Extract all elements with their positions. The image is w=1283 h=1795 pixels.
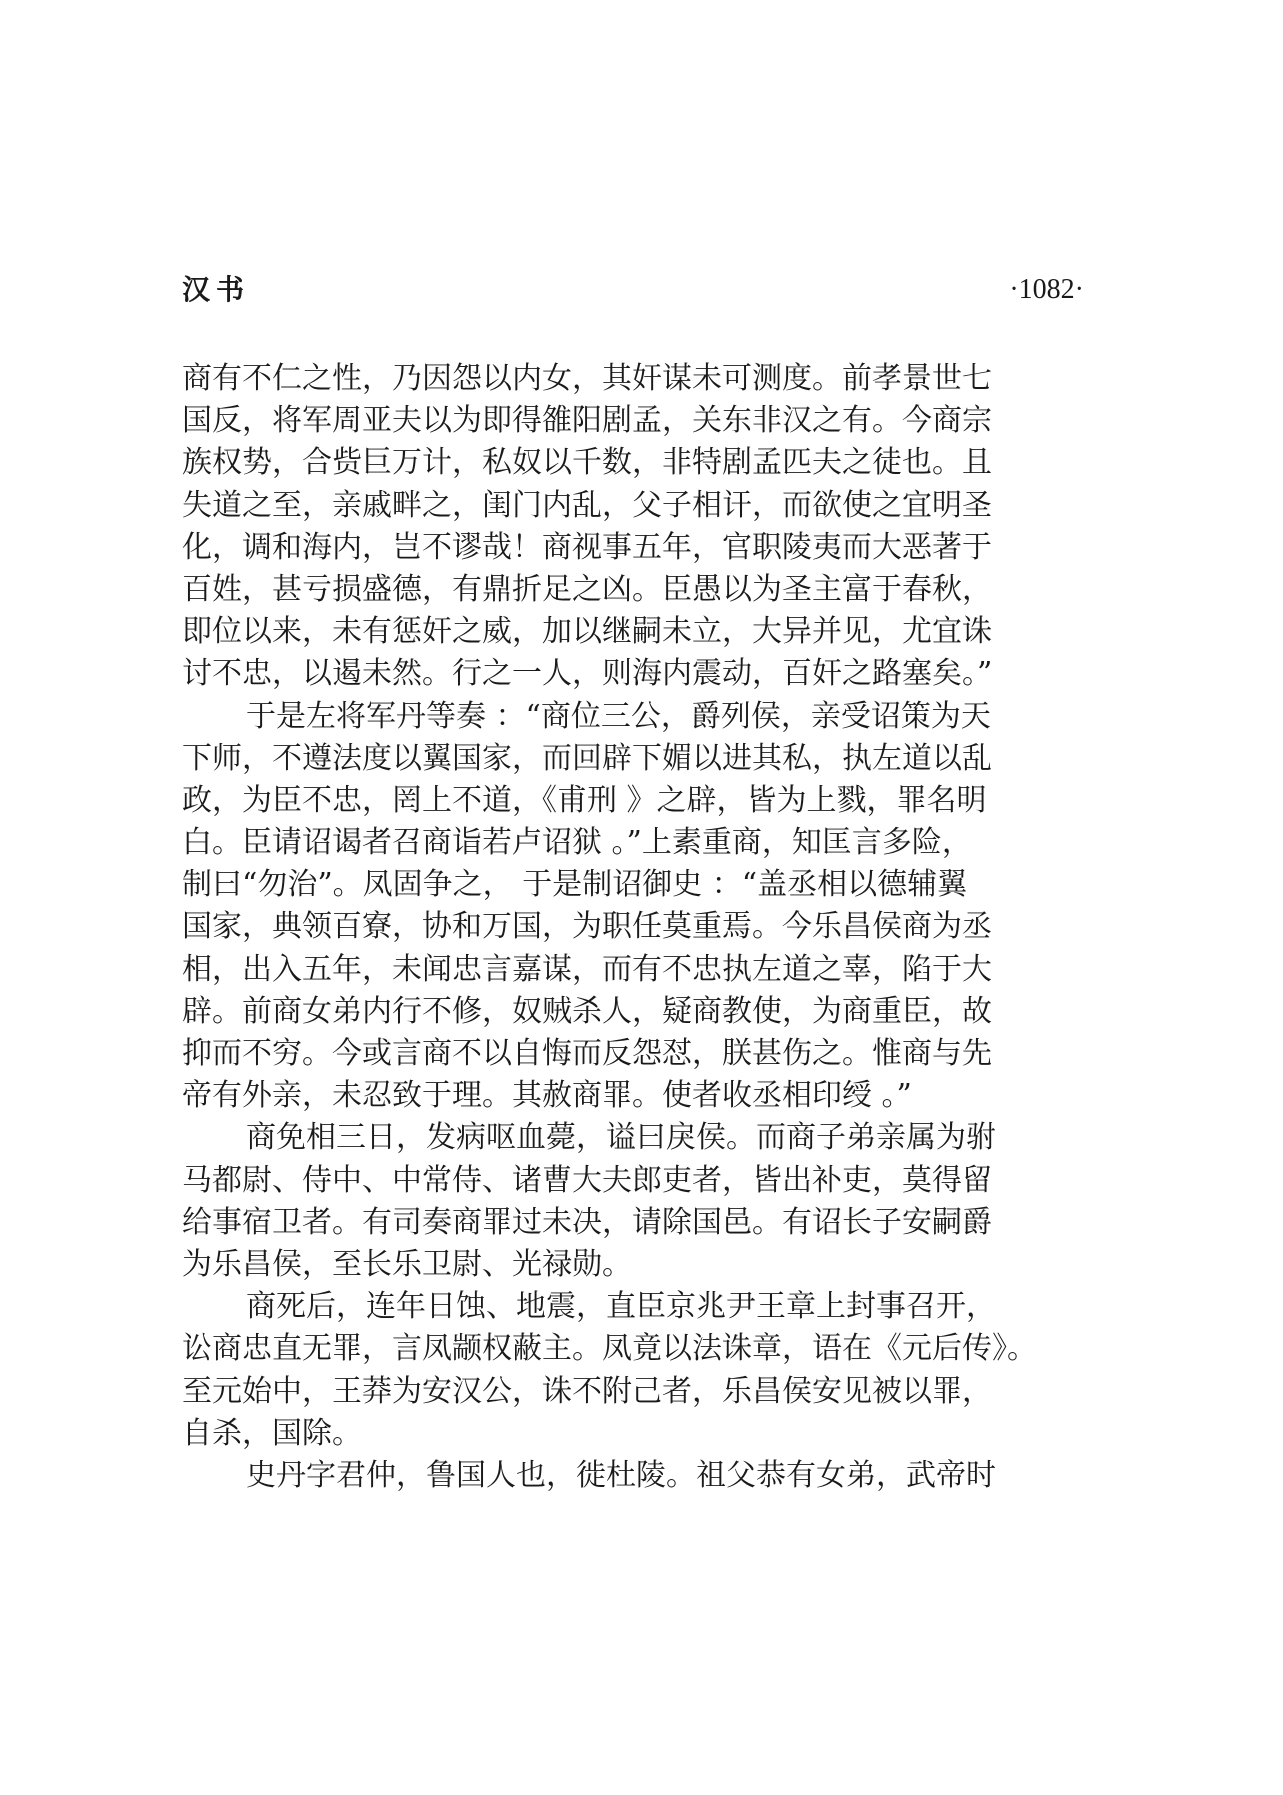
text-line: 为乐昌侯，至长乐卫尉、光禄勋。 (182, 1246, 632, 1282)
paragraph-start-line: 商免相三日，发病呕血薨，谥曰戾侯。而商子弟亲属为驸 (246, 1120, 996, 1156)
text-line: 马都尉、侍中、中常侍、诸曹大夫郎吏者，皆出补吏，莫得留 (182, 1162, 992, 1198)
text-line: 国反，将军周亚夫以为即得雒阳剧孟，关东非汉之有。今商宗 (182, 403, 992, 439)
text-line: 相，出入五年，未闻忠言嘉谋，而有不忠执左道之辜，陷于大 (182, 951, 992, 987)
text-line: 下师，不遵法度以翼国家，而回辟下媚以进其私，执左道以乱 (182, 740, 992, 776)
text-line: 政，为臣不忠，罔上不道，《甫刑 》之辟，皆为上戮，罪名明 (182, 782, 987, 818)
text-line: 国家，典领百寮，协和万国，为职任莫重焉。今乐昌侯商为丞 (182, 909, 992, 945)
text-line: 帝有外亲，未忍致于理。其赦商罪。使者收丞相印绶 。” (182, 1078, 912, 1114)
paragraph-start-line: 于是左将军丹等奏 ：“商位三公，爵列侯，亲受诏策为天 (246, 698, 991, 734)
text-line: 制曰“勿治”。凤固争之， 于是制诏御史 ：“盖丞相以德辅翼 (182, 867, 968, 903)
text-line: 至元始中，王莽为安汉公，诛不附己者，乐昌侯安见被以罪， (182, 1373, 992, 1409)
paragraph-start-line: 史丹字君仲，鲁国人也，徙杜陵。祖父恭有女弟，武帝时 (246, 1457, 996, 1493)
text-line: 失道之至，亲戚畔之，闺门内乱，父子相讦，而欲使之宜明圣 (182, 487, 992, 523)
running-title: 汉书 (182, 273, 251, 306)
text-line: 白。臣请诏谒者召商诣若卢诏狱 。”上素重商，知匡言多险， (182, 825, 972, 861)
text-line: 百姓，甚亏损盛德，有鼎折足之凶。臣愚以为圣主富于春秋， (182, 571, 992, 607)
text-line: 抑而不穷。今或言商不以自悔而反怨怼，朕甚伤之。惟商与先 (182, 1036, 992, 1071)
text-line: 化，调和海内，岂不谬哉！商视事五年，官职陵夷而大恶著于 (182, 529, 992, 565)
text-line: 商有不仁之性，乃因怨以内女，其奸谋未可测度。前孝景世七 (182, 361, 992, 396)
text-line: 族权势，合赀巨万计，私奴以千数，非特剧孟匹夫之徒也。且 (182, 445, 992, 481)
paragraph-start-line: 商死后，连年日蚀、地震，直臣京兆尹王章上封事召开， (246, 1289, 996, 1325)
body-text (182, 358, 1112, 1497)
text-line: 讨不忠，以遏未然。行之一人，则海内震动，百奸之路塞矣。” (182, 656, 993, 692)
page-header (182, 270, 1084, 310)
text-line: 即位以来，未有惩奸之威，加以继嗣未立，大异并见，尤宜诛 (182, 614, 992, 650)
text-line: 辟。前商女弟内行不修，奴贼杀人，疑商教使，为商重臣，故 (182, 993, 992, 1029)
text-line: 给事宿卫者。有司奏商罪过未决，请除国邑。有诏长子安嗣爵 (182, 1204, 992, 1240)
text-line: 讼商忠直无罪，言凤颛权蔽主。凤竟以法诛章，语在《元后传》。 (182, 1331, 1037, 1367)
page-number: ·1082· (1009, 274, 1084, 305)
text-line: 自杀，国除。 (182, 1415, 362, 1451)
